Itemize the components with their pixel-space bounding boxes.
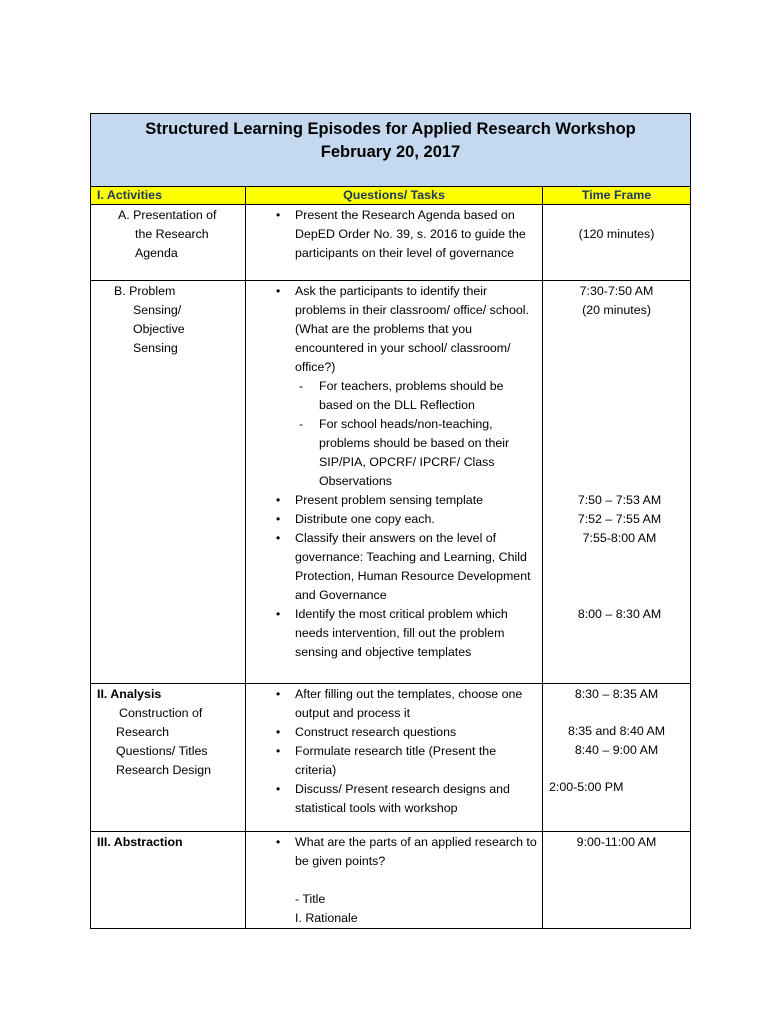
- subtask-item: - For teachers, problems should be based on the DLL Reflection: [295, 377, 538, 415]
- section-heading: II. Analysis: [97, 687, 162, 701]
- time-value: 9:00-11:00 AM: [576, 835, 657, 849]
- title-cell: [91, 114, 691, 187]
- task-item: • Present the Research Agenda based on DepED Order No. 39, s. 2016 to guide the participants on their level of governance: [246, 206, 538, 263]
- activity-line: Research: [116, 725, 170, 739]
- activity-line: Objective: [133, 322, 185, 336]
- task-item: • What are the parts of an applied research to be given points?: [246, 833, 538, 871]
- activity-line: B. Problem: [114, 284, 176, 298]
- time-value: 2:00-5:00 PM: [549, 780, 624, 794]
- task-item: • Distribute one copy each.: [246, 510, 538, 529]
- document-title: Structured Learning Episodes for Applied Research Workshop: [145, 120, 636, 138]
- time-value: 7:30-7:50 AM: [579, 284, 654, 298]
- activity-line: Research Design: [116, 763, 212, 777]
- header-time: Time Frame: [543, 187, 691, 205]
- activity-line: A. Presentation of: [118, 208, 217, 222]
- task-text: Ask the participants to identify their problems in their classroom/ office/ school. (What are the problems that you encountered in your school/ classroom/ office?): [295, 284, 529, 374]
- activity-line: the Research: [135, 227, 209, 241]
- task-item: • Construct research questions: [246, 723, 538, 742]
- activity-cell: [91, 684, 246, 832]
- header-tasks: Questions/ Tasks: [246, 187, 543, 205]
- activity-line: Agenda: [135, 246, 178, 260]
- tasks-cell: [246, 684, 543, 832]
- task-item: • Discuss/ Present research designs and statistical tools with workshop: [246, 780, 538, 818]
- activity-line: Sensing/: [133, 303, 182, 317]
- table-row: [91, 281, 691, 684]
- outline-line: - Title: [295, 892, 326, 906]
- time-value: 8:40 – 9:00 AM: [574, 743, 659, 757]
- header-activities: I. Activities: [91, 187, 246, 205]
- time-cell: [543, 832, 691, 929]
- time-value: 8:00 – 8:30 AM: [577, 607, 662, 621]
- task-item: • Identify the most critical problem which needs intervention, fill out the problem sensing and objective templates: [246, 605, 538, 662]
- subtask-item: - For school heads/non-teaching, problems should be based on their SIP/PIA, OPCRF/ IPCRF/ Class Observations: [295, 415, 538, 491]
- tasks-cell: [246, 832, 543, 929]
- time-value: 8:30 – 8:35 AM: [574, 687, 659, 701]
- time-cell: [543, 684, 691, 832]
- task-item: • Formulate research title (Present the criteria): [246, 742, 538, 780]
- document-date: February 20, 2017: [320, 143, 461, 161]
- time-value: 7:50 – 7:53 AM: [577, 493, 662, 507]
- section-heading: III. Abstraction: [97, 835, 183, 849]
- time-cell: [543, 281, 691, 684]
- time-value: 7:52 – 7:55 AM: [577, 512, 662, 526]
- activity-line: Questions/ Titles: [116, 744, 208, 758]
- table-row: [91, 832, 691, 929]
- time-value: 7:55-8:00 AM: [582, 531, 657, 545]
- header-row: [91, 187, 691, 205]
- activity-line: Sensing: [133, 341, 178, 355]
- outline-line: I. Rationale: [295, 911, 358, 925]
- tasks-cell: [246, 205, 543, 281]
- activity-line: Construction of: [119, 706, 203, 720]
- table-row: [91, 205, 691, 281]
- task-item: • Present problem sensing template: [246, 491, 538, 510]
- task-item: • Classify their answers on the level of governance: Teaching and Learning, Child Protection, Human Resource Development and Governance: [246, 529, 538, 605]
- task-item: • After filling out the templates, choose one output and process it: [246, 685, 538, 723]
- workshop-table: [90, 113, 691, 929]
- time-value: (120 minutes): [578, 227, 655, 241]
- activity-cell: [91, 832, 246, 929]
- time-cell: [543, 205, 691, 281]
- time-value: (20 minutes): [582, 303, 651, 317]
- time-value: 8:35 and 8:40 AM: [567, 724, 666, 738]
- table-row: [91, 684, 691, 832]
- tasks-cell: [246, 281, 543, 684]
- task-item: [246, 282, 538, 491]
- activity-cell: [91, 281, 246, 684]
- activity-cell: [91, 205, 246, 281]
